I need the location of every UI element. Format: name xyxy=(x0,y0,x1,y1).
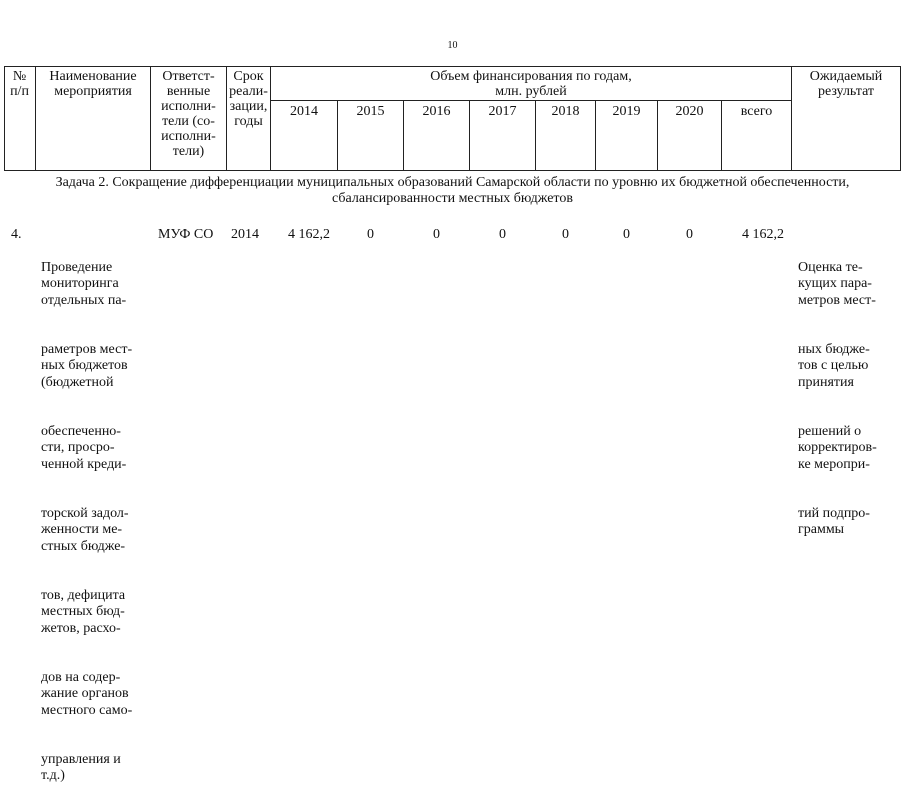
header-term: Срок реали- зации, годы xyxy=(229,69,268,129)
task-title-line-2: сбалансированности местных бюджетов xyxy=(332,191,573,206)
row-name: Проведение мониторинга отдельных па- раметров мест- ных бюджетов (бюджетной обеспеченно- сти, просро- ченной креди- торской задол- женности ме- стных бюдже- тов, дефицита местных бюд- жетов, расхо- дов на содер- жание органов местного само- управления и т.д.) xyxy=(41,259,133,784)
value-total: 4 162,2 xyxy=(742,227,784,242)
header-num: № п/п xyxy=(10,69,29,99)
value-2016: 0 xyxy=(433,227,440,242)
value-2015: 0 xyxy=(367,227,374,242)
task-title-line-1: Задача 2. Сокращение дифференциации муниципальных образований Самарской области по уровню их бюджетной обеспеченности, xyxy=(55,175,850,190)
value-2020: 0 xyxy=(686,227,693,242)
header-funding: Объем финансирования по годам, млн. рублей xyxy=(430,69,632,99)
year-2016: 2016 xyxy=(422,104,451,119)
row-number: 4. xyxy=(11,227,22,242)
year-2020: 2020 xyxy=(675,104,704,119)
year-2015: 2015 xyxy=(356,104,385,119)
year-2019: 2019 xyxy=(612,104,641,119)
header-name: Наименование мероприятия xyxy=(49,69,137,99)
value-2014: 4 162,2 xyxy=(288,227,330,242)
value-2018: 0 xyxy=(562,227,569,242)
year-total: всего xyxy=(740,104,773,119)
value-2019: 0 xyxy=(623,227,630,242)
year-2017: 2017 xyxy=(488,104,517,119)
row-responsible: МУФ СО xyxy=(158,227,214,242)
header-result: Ожидаемый результат xyxy=(809,69,883,99)
row-term: 2014 xyxy=(231,227,259,242)
page-number: 10 xyxy=(447,40,458,51)
value-2017: 0 xyxy=(499,227,506,242)
year-2014: 2014 xyxy=(290,104,318,119)
year-2018: 2018 xyxy=(551,104,580,119)
header-responsible: Ответст- венные исполни- тели (со- исполни- тели) xyxy=(161,69,216,159)
row-result: Оценка те- кущих пара- метров мест- ных бюдже- тов с целью принятия решений о корректиров- ке меропри- тий подпро- граммы xyxy=(798,259,877,538)
